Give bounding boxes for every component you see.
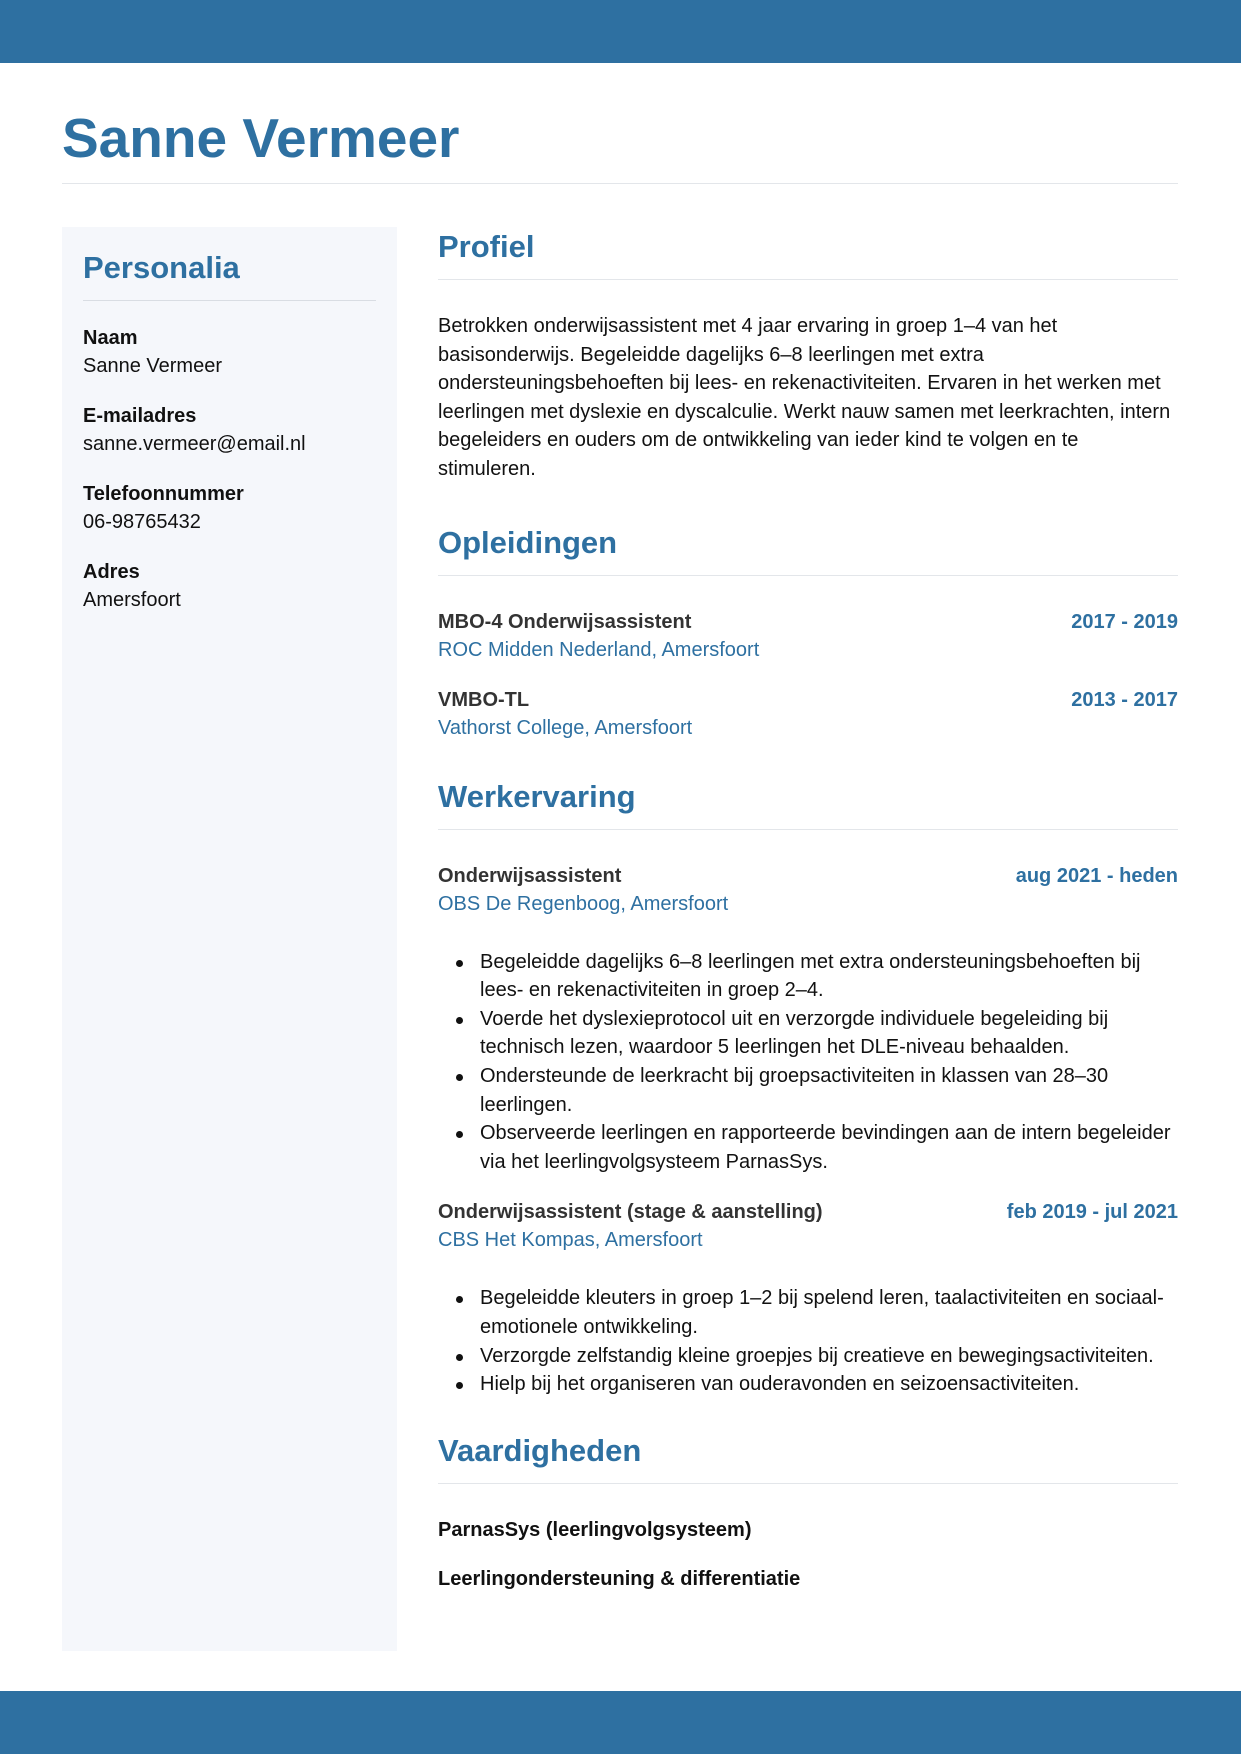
skill-item: ParnasSys (leerlingvolgsysteem): [438, 1518, 752, 1541]
entry-date: feb 2019 - jul 2021: [1006, 1201, 1178, 1224]
education-entry: [438, 608, 1178, 664]
personal-label: E-mailadres: [83, 405, 197, 427]
entry-title: VMBO-TL: [438, 688, 530, 711]
bullet-item: Begeleidde kleuters in groep 1–2 bij spelend leren, taalactiviteiten en sociaal-emotionele ontwikkeling.: [438, 1284, 1178, 1341]
section-skills: [438, 1429, 1178, 1593]
section-heading: Profiel: [438, 229, 535, 264]
main-content: [438, 225, 1178, 1614]
work-bullets: [438, 948, 1178, 1177]
bullet-item: Verzorgde zelfstandig kleine groepjes bij creatieve en bewegingsactiviteiten.: [438, 1342, 1178, 1371]
title-divider: [62, 183, 1178, 184]
work-entry: [438, 862, 1178, 1177]
entry-organization: OBS De Regenboog, Amersfoort: [438, 892, 729, 915]
work-bullets: [438, 1284, 1178, 1398]
sidebar-heading: Personalia: [83, 250, 240, 285]
entry-date: 2013 - 2017: [1071, 688, 1178, 711]
entry-organization: Vathorst College, Amersfoort: [438, 716, 693, 739]
personal-value: Amersfoort: [83, 589, 181, 611]
page-title: Sanne Vermeer: [62, 107, 460, 169]
section-work: [438, 775, 1178, 1399]
bullet-item: Voerde het dyslexieprotocol uit en verzorgde individuele begeleiding bij technisch lezen, waardoor 5 leerlingen het DLE-niveau behaalden.: [438, 1005, 1178, 1062]
personal-value: Sanne Vermeer: [83, 355, 222, 377]
section-divider: [438, 829, 1178, 830]
work-entry: [438, 1198, 1178, 1398]
personal-label: Adres: [83, 561, 140, 583]
bottom-banner: [0, 1691, 1241, 1754]
bullet-item: Ondersteunde de leerkracht bij groepsactiviteiten in klassen van 28–30 leerlingen.: [438, 1062, 1178, 1119]
section-heading: Werkervaring: [438, 778, 636, 814]
section-heading: Vaardigheden: [438, 1432, 642, 1468]
personal-email: [83, 402, 376, 458]
personal-label: Telefoonnummer: [83, 483, 244, 505]
personal-phone: [83, 480, 376, 536]
entry-title: Onderwijsassistent: [438, 864, 622, 887]
section-divider: [438, 279, 1178, 280]
entry-title: MBO-4 Onderwijsassistent: [438, 610, 692, 633]
sidebar-divider: [83, 300, 376, 301]
entry-organization: CBS Het Kompas, Amersfoort: [438, 1229, 703, 1252]
top-banner: [0, 0, 1241, 63]
education-entry: [438, 686, 1178, 742]
section-education: [438, 521, 1178, 742]
personal-label: Naam: [83, 327, 138, 349]
skill-item: Leerlingondersteuning & differentiatie: [438, 1567, 801, 1590]
bullet-item: Observeerde leerlingen en rapporteerde bevindingen aan de intern begeleider via het leerlingvolgsysteem ParnasSys.: [438, 1119, 1178, 1176]
entry-title: Onderwijsassistent (stage & aanstelling): [438, 1201, 823, 1224]
bullet-item: Hielp bij het organiseren van ouderavonden en seizoensactiviteiten.: [438, 1370, 1178, 1399]
sidebar-personalia: [62, 227, 397, 1651]
entry-date: aug 2021 - heden: [1015, 864, 1178, 887]
personal-name: [83, 324, 376, 380]
section-heading: Opleidingen: [438, 524, 618, 560]
entry-organization: ROC Midden Nederland, Amersfoort: [438, 638, 760, 661]
personal-address: [83, 558, 376, 614]
personal-value: 06-98765432: [83, 511, 201, 533]
section-divider: [438, 575, 1178, 576]
section-profile: [438, 225, 1178, 484]
bullet-item: Begeleidde dagelijks 6–8 leerlingen met extra ondersteuningsbehoeften bij lees- en rekenactiviteiten in groep 2–4.: [438, 948, 1178, 1005]
section-divider: [438, 1483, 1178, 1484]
personal-value: sanne.vermeer@email.nl: [83, 433, 306, 455]
profile-text: Betrokken onderwijsassistent met 4 jaar ervaring in groep 1–4 van het basisonderwijs. Begeleidde dagelijks 6–8 leerlingen met extra ondersteuningsbehoeften bij lees- en rekenactiviteiten. Ervaren in het werken met leerlingen met dyslexie en dyscalculie. Werkt nauw samen met leerkrachten, intern begeleiders en ouders om de ontwikkeling van ieder kind te volgen en te stimuleren.: [438, 315, 1171, 480]
entry-date: 2017 - 2019: [1071, 610, 1178, 633]
